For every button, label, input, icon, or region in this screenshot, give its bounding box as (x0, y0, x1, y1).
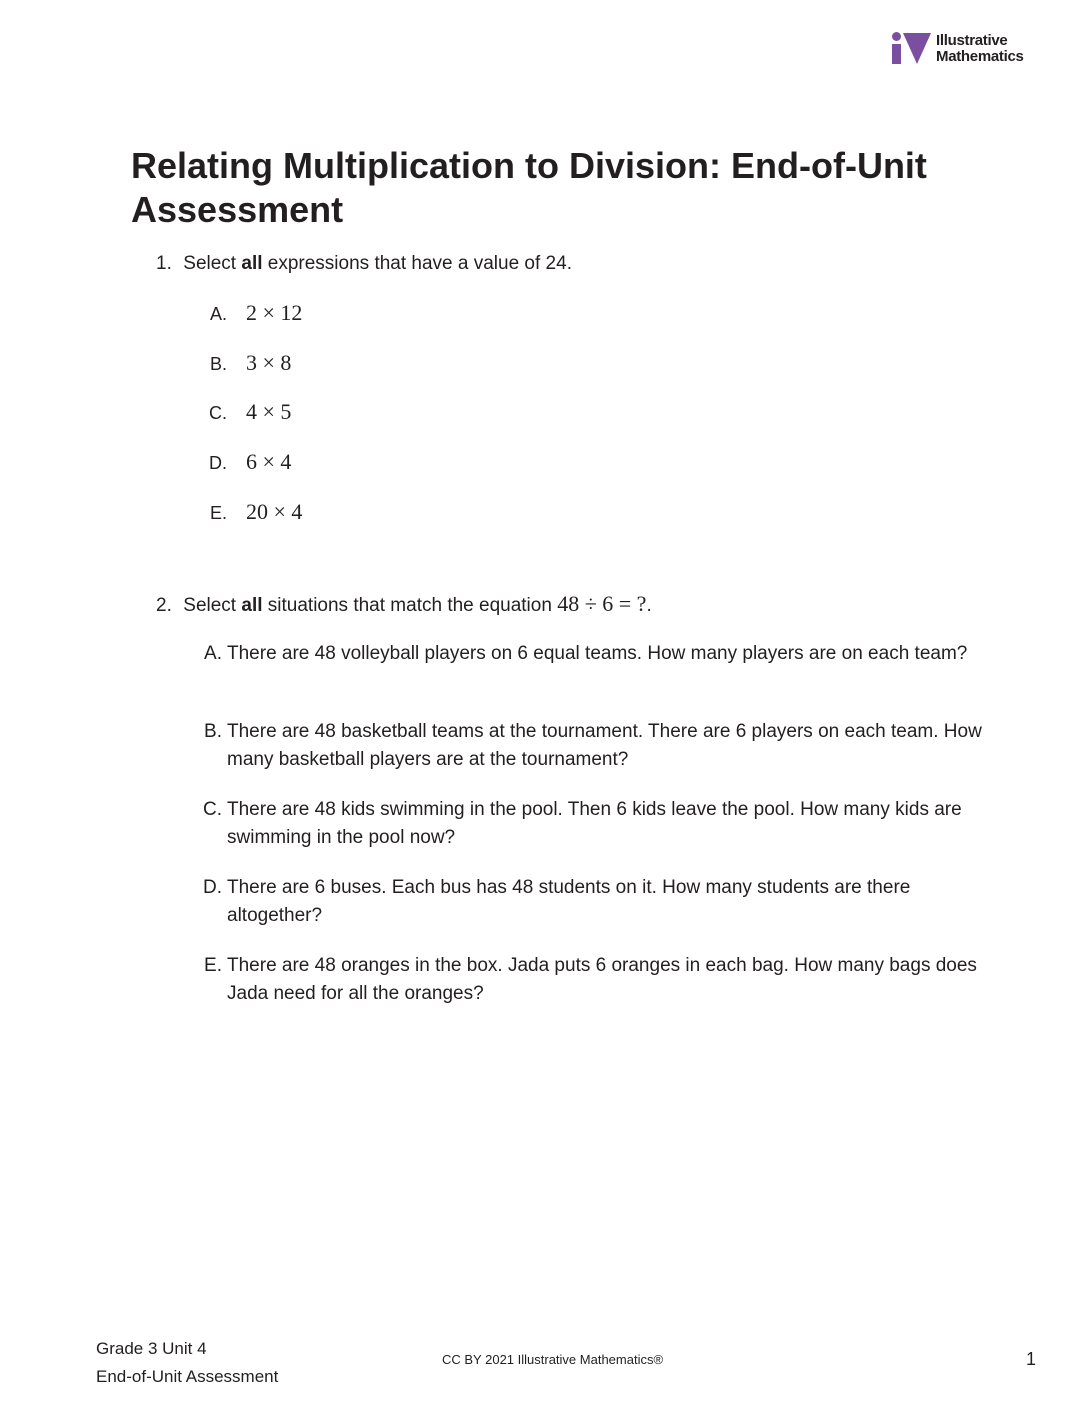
option-letter: C. (209, 403, 227, 423)
option-expression: 4 × 5 (246, 399, 292, 424)
logo-line-1: Illustrative (936, 32, 1008, 49)
prompt-emphasis: all (241, 595, 263, 616)
option-text: There are 48 kids swimming in the pool. Then 6 kids leave the pool. How many kids are swimming in the pool now? (227, 799, 962, 848)
prompt-emphasis: all (241, 253, 263, 274)
option-expression: 3 × 8 (246, 350, 292, 375)
option-text: There are 6 buses. Each bus has 48 students on it. How many students are there altogether? (227, 877, 911, 926)
prompt-equation: 48 ÷ 6 = ? (557, 591, 647, 616)
q2-option-e[interactable] (200, 952, 1000, 1008)
option-letter: A. (209, 304, 227, 324)
footer-grade-unit: Grade 3 Unit 4 (96, 1339, 207, 1358)
option-expression: 20 × 4 (246, 499, 303, 524)
prompt-text-pre: Select (183, 595, 242, 616)
option-letter: A. (204, 643, 222, 664)
footer-doc-type: End-of-Unit Assessment (96, 1367, 279, 1386)
q1-option-c[interactable] (200, 398, 291, 428)
footer-unit-info (96, 1335, 278, 1391)
q1-option-d[interactable] (200, 448, 291, 478)
option-letter: D. (203, 877, 222, 898)
option-letter: B. (209, 354, 227, 374)
option-letter: E. (209, 503, 227, 523)
option-letter: D. (209, 453, 227, 473)
option-letter: B. (204, 721, 222, 742)
question-2-prompt (156, 590, 652, 620)
q2-option-d[interactable] (200, 874, 1000, 930)
option-text: There are 48 basketball teams at the tournament. There are 6 players on each team. How many basketball players are at the tournament? (227, 721, 982, 770)
question-number: 2. (156, 595, 172, 616)
logo-line-2: Mathematics (936, 48, 1024, 65)
option-expression: 2 × 12 (246, 300, 303, 325)
option-text: There are 48 oranges in the box. Jada puts 6 oranges in each bag. How many bags does Jada need for all the oranges? (227, 955, 977, 1004)
q2-option-c[interactable] (200, 796, 1000, 852)
illustrative-mathematics-logo (890, 32, 1024, 66)
option-letter: C. (203, 799, 222, 820)
q2-option-b[interactable] (200, 718, 1000, 774)
option-expression: 6 × 4 (246, 449, 292, 474)
option-text: There are 48 volleyball players on 6 equal teams. How many players are on each team? (227, 643, 968, 664)
page-title: Relating Multiplication to Division: End-of-Unit Assessment (131, 145, 927, 230)
q1-option-e[interactable] (200, 498, 302, 528)
prompt-text-pre: Select (183, 253, 242, 274)
prompt-text-post: expressions that have a value of 24. (262, 253, 572, 274)
prompt-text-mid: situations that match the equation (262, 595, 558, 616)
q2-option-a[interactable] (200, 640, 1000, 668)
footer-license: CC BY 2021 Illustrative Mathematics® (442, 1352, 664, 1367)
option-letter: E. (204, 955, 222, 976)
page-number: 1 (1026, 1349, 1037, 1369)
prompt-text-post: . (646, 595, 652, 616)
q1-option-b[interactable] (200, 349, 291, 379)
logo-wordmark (936, 33, 1024, 65)
question-number: 1. (156, 253, 172, 274)
question-1-prompt (156, 250, 572, 278)
q1-option-a[interactable] (200, 299, 302, 329)
im-logo-icon (890, 32, 930, 66)
